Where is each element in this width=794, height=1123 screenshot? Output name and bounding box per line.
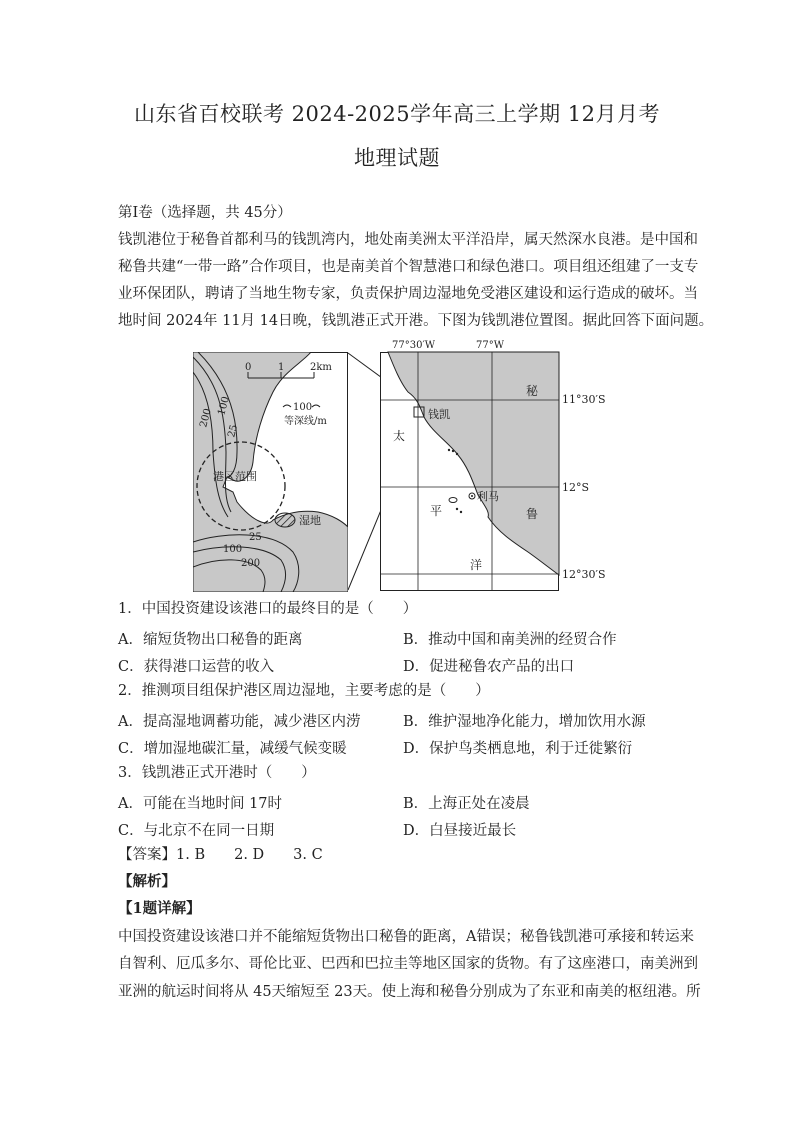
lat-label: 12°30′S <box>562 568 606 581</box>
page-title: 山东省百校联考 2024-2025学年高三上学期 12月月考 <box>133 102 661 126</box>
lima-label: 利马 <box>477 490 499 503</box>
contour-label: 200 <box>241 558 261 569</box>
option-c: C．增加湿地碳汇量，减缓气候变暖 <box>118 741 347 757</box>
region-char: 鲁 <box>526 507 539 521</box>
contour-label: 100 <box>216 395 232 417</box>
option-b: B．推动中国和南美洲的经贸合作 <box>403 632 617 648</box>
question-stem: 2．推测项目组保护港区周边湿地，主要考虑的是（ ） <box>118 683 490 699</box>
option-a: A．提高湿地调蓄功能，减少港区内涝 <box>118 714 361 730</box>
scale-tick: 1 <box>278 362 285 373</box>
contour-label: 200 <box>198 407 214 429</box>
region-char: 太 <box>393 429 406 443</box>
location-map <box>348 337 563 595</box>
option-d: D．保护鸟类栖息地，利于迁徙繁衍 <box>403 741 633 757</box>
chancay-label: 钱凯 <box>428 408 450 421</box>
explanation-line: 亚洲的航运时间将从 45天缩短至 23天。使上海和秘鲁分别成为了东亚和南美的枢纽港。所 <box>118 984 701 1000</box>
explanation-line: 中国投资建设该港口并不能缩短货物出口秘鲁的距离，A错误；秘鲁钱凯港可承接和转运来 <box>118 929 694 945</box>
passage-line: 秘鲁共建“一带一路”合作项目，也是南美首个智慧港口和绿色港口。项目组还组建了一支专 <box>118 259 699 275</box>
passage-line: 钱凯港位于秘鲁首都利马的钱凯湾内，地处南美洲太平洋沿岸，属天然深水良港。是中国和 <box>118 232 698 248</box>
scale-tick: 0 <box>245 362 252 373</box>
region-char: 洋 <box>470 558 483 572</box>
lon-label: 77°30′W <box>392 340 435 351</box>
analysis-heading: 【解析】 <box>118 873 176 890</box>
sub-heading: 【1题详解】 <box>118 900 201 917</box>
region-char: 秘 <box>526 384 539 398</box>
contour-label: 100 <box>223 544 243 555</box>
passage-line: 地时间 2024年 11月 14日晚，钱凯港正式开港。下图为钱凯港位置图。据此回答下面问题。 <box>118 313 714 329</box>
page-subtitle: 地理试题 <box>354 146 440 170</box>
section-heading: 第Ⅰ卷（选择题，共 45分） <box>118 205 292 221</box>
contour-label: 25 <box>249 532 262 543</box>
option-a: A．可能在当地时间 17时 <box>118 796 283 812</box>
option-d: D．促进秘鲁农产品的出口 <box>403 659 575 675</box>
contour-legend-label: 等深线/m <box>284 416 327 427</box>
wetland-label: 湿地 <box>299 514 321 527</box>
lat-label: 11°30′S <box>562 393 606 406</box>
explanation-line: 自智利、厄瓜多尔、哥伦比亚、巴西和巴拉圭等地区国家的货物。有了这座港口，南美洲到 <box>118 956 698 972</box>
port-area-label: 港区范围 <box>213 470 257 483</box>
contour-label: 25 <box>226 423 241 439</box>
option-b: B．维护湿地净化能力，增加饮用水源 <box>403 714 646 730</box>
contour-legend-value: 100 <box>293 402 313 413</box>
option-c: C．与北京不在同一日期 <box>118 823 275 839</box>
scale-tick: 2km <box>310 362 332 373</box>
passage-line: 业环保团队，聘请了当地生物专家，负责保护周边湿地免受港区建设和运行造成的破坏。当 <box>118 286 698 302</box>
port-detail-map <box>193 352 348 592</box>
option-c: C．获得港口运营的收入 <box>118 659 275 675</box>
question-stem: 1．中国投资建设该港口的最终目的是（ ） <box>118 601 418 617</box>
option-a: A．缩短货物出口秘鲁的距离 <box>118 632 303 648</box>
option-b: B．上海正处在凌晨 <box>403 796 530 812</box>
answer-line: 【答案】1. B 2. D 3. C <box>118 847 323 863</box>
wetland-symbol <box>275 513 295 527</box>
option-d: D．白昼接近最长 <box>403 823 517 839</box>
question-stem: 3．钱凯港正式开港时（ ） <box>118 765 316 781</box>
lon-label: 77°W <box>476 340 505 351</box>
lat-label: 12°S <box>562 481 590 494</box>
region-char: 平 <box>430 504 443 518</box>
